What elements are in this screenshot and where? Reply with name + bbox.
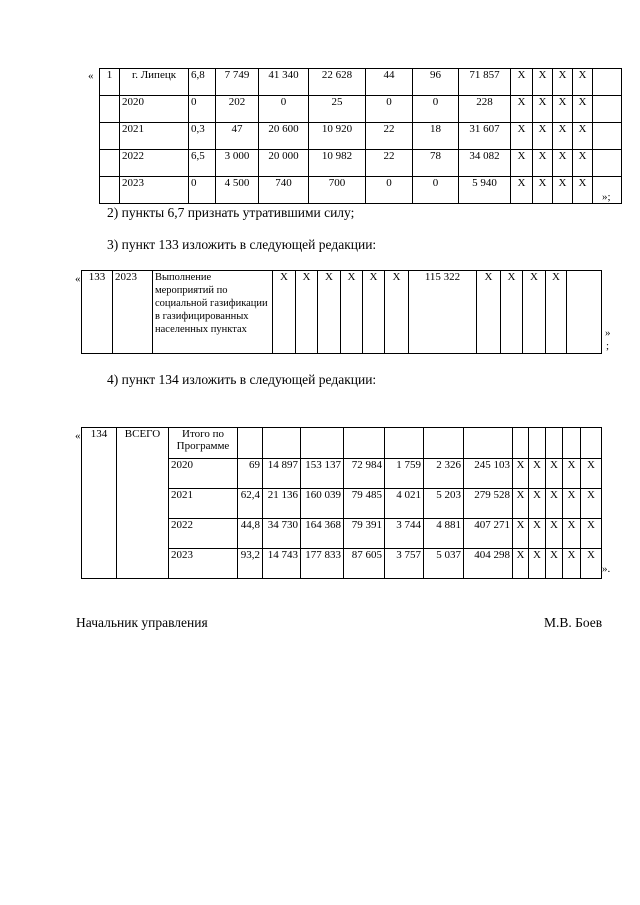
cell — [546, 428, 563, 459]
cell: Х — [533, 177, 553, 204]
cell: 1 — [100, 69, 120, 96]
cell: 20 600 — [259, 123, 309, 150]
signatory-name: М.В. Боев — [544, 615, 603, 630]
cell: Х — [511, 150, 533, 177]
table-item-134 — [81, 427, 602, 579]
cell: 21 136 — [263, 489, 301, 519]
cell: Х — [529, 519, 546, 549]
cell: 2021 — [169, 489, 238, 519]
table-item-133 — [81, 270, 602, 354]
cell: Х — [363, 271, 385, 354]
cell: Х — [273, 271, 296, 354]
cell: Х — [513, 489, 529, 519]
cell: 79 485 — [344, 489, 385, 519]
cell: 2022 — [120, 150, 189, 177]
cell: 404 298 — [464, 549, 513, 579]
signatory-position: Начальник управления — [76, 615, 208, 630]
cell — [593, 96, 622, 123]
cell: Х — [573, 150, 593, 177]
cell: Х — [296, 271, 318, 354]
cell: 0 — [189, 177, 216, 204]
cell — [100, 177, 120, 204]
cell — [263, 428, 301, 459]
semicolon: ; — [606, 340, 610, 352]
cell: 2022 — [169, 519, 238, 549]
cell: 34 082 — [459, 150, 511, 177]
cell: 3 744 — [385, 519, 424, 549]
cell-item-number: 134 — [82, 428, 117, 579]
cell: 115 322 — [409, 271, 477, 354]
cell: Х — [553, 150, 573, 177]
cell: 47 — [216, 123, 259, 150]
cell: Х — [341, 271, 363, 354]
cell: 41 340 — [259, 69, 309, 96]
cell: 0 — [413, 96, 459, 123]
cell: Х — [533, 96, 553, 123]
cell: 71 857 — [459, 69, 511, 96]
cell — [529, 428, 546, 459]
cell: 4 021 — [385, 489, 424, 519]
close-quote: »; — [602, 191, 611, 203]
cell: 2020 — [169, 459, 238, 489]
cell: 96 — [413, 69, 459, 96]
cell: 0 — [189, 96, 216, 123]
cell: Х — [513, 549, 529, 579]
cell-header-total: Итого по Программе — [169, 428, 238, 459]
open-quote: « — [88, 70, 94, 82]
cell — [100, 123, 120, 150]
cell: 0 — [366, 96, 413, 123]
cell: Х — [563, 549, 581, 579]
cell: Х — [546, 519, 563, 549]
cell: Х — [511, 69, 533, 96]
cell: 228 — [459, 96, 511, 123]
cell: 22 — [366, 123, 413, 150]
cell: 5 940 — [459, 177, 511, 204]
cell: Х — [477, 271, 501, 354]
cell: Х — [563, 489, 581, 519]
table-row — [100, 123, 622, 150]
cell: Х — [546, 489, 563, 519]
cell: Х — [523, 271, 546, 354]
table-row — [100, 177, 622, 204]
table-row — [100, 150, 622, 177]
cell: 2023 — [120, 177, 189, 204]
cell: Х — [581, 549, 602, 579]
cell: Х — [513, 459, 529, 489]
cell: Х — [529, 549, 546, 579]
cell: Х — [553, 177, 573, 204]
cell: 740 — [259, 177, 309, 204]
cell — [593, 150, 622, 177]
table-row — [82, 428, 602, 459]
cell: 6,5 — [189, 150, 216, 177]
cell: 160 039 — [301, 489, 344, 519]
cell: 279 528 — [464, 489, 513, 519]
cell: 22 — [366, 150, 413, 177]
cell — [385, 428, 424, 459]
cell: 25 — [309, 96, 366, 123]
cell: 2023 — [169, 549, 238, 579]
cell: Х — [546, 549, 563, 579]
cell: Выполнение мероприятий по социальной газификации в газифицированных населенных пунктах — [153, 271, 273, 354]
cell: Х — [529, 489, 546, 519]
cell: 407 271 — [464, 519, 513, 549]
cell: Х — [511, 96, 533, 123]
cell: 22 628 — [309, 69, 366, 96]
cell: Х — [529, 459, 546, 489]
cell: 177 833 — [301, 549, 344, 579]
cell — [301, 428, 344, 459]
cell: Х — [573, 69, 593, 96]
cell: 5 037 — [424, 549, 464, 579]
cell: 62,4 — [238, 489, 263, 519]
cell: 18 — [413, 123, 459, 150]
paragraph-item-4: 4) пункт 134 изложить в следующей редакции: — [107, 372, 377, 387]
cell: 2021 — [120, 123, 189, 150]
cell: 0 — [366, 177, 413, 204]
cell: 5 203 — [424, 489, 464, 519]
cell: Х — [385, 271, 409, 354]
cell: 2023 — [113, 271, 153, 354]
cell: Х — [581, 489, 602, 519]
cell: 72 984 — [344, 459, 385, 489]
cell: Х — [563, 459, 581, 489]
cell: 6,8 — [189, 69, 216, 96]
cell: 700 — [309, 177, 366, 204]
cell: 2 326 — [424, 459, 464, 489]
cell: 0 — [259, 96, 309, 123]
cell: г. Липецк — [120, 69, 189, 96]
cell: 3 757 — [385, 549, 424, 579]
table-row — [100, 69, 622, 96]
cell: 14 743 — [263, 549, 301, 579]
table-row — [82, 271, 602, 354]
cell: Х — [573, 123, 593, 150]
cell: Х — [501, 271, 523, 354]
cell: Х — [513, 519, 529, 549]
close-quote: ». — [602, 563, 611, 575]
cell-total-label: ВСЕГО — [117, 428, 169, 579]
cell: Х — [573, 96, 593, 123]
cell: 164 368 — [301, 519, 344, 549]
cell: 3 000 — [216, 150, 259, 177]
open-quote: « — [75, 430, 81, 442]
cell — [100, 96, 120, 123]
cell: 87 605 — [344, 549, 385, 579]
cell: Х — [553, 123, 573, 150]
cell — [464, 428, 513, 459]
open-quote: « — [75, 273, 81, 285]
close-quote: » — [605, 327, 611, 339]
cell: 4 500 — [216, 177, 259, 204]
cell: 133 — [82, 271, 113, 354]
cell: 31 607 — [459, 123, 511, 150]
cell — [567, 271, 602, 354]
table-row — [100, 96, 622, 123]
cell: Х — [546, 271, 567, 354]
cell: 4 881 — [424, 519, 464, 549]
cell: 7 749 — [216, 69, 259, 96]
cell: 0,3 — [189, 123, 216, 150]
cell: Х — [511, 123, 533, 150]
cell: 69 — [238, 459, 263, 489]
paragraph-item-2: 2) пункты 6,7 признать утратившими силу; — [107, 205, 355, 220]
cell: 2020 — [120, 96, 189, 123]
cell — [344, 428, 385, 459]
cell: 44,8 — [238, 519, 263, 549]
cell: Х — [563, 519, 581, 549]
cell: 10 982 — [309, 150, 366, 177]
cell: 10 920 — [309, 123, 366, 150]
cell — [100, 150, 120, 177]
cell: Х — [533, 123, 553, 150]
cell: Х — [533, 69, 553, 96]
cell: 245 103 — [464, 459, 513, 489]
cell: 93,2 — [238, 549, 263, 579]
cell: Х — [553, 96, 573, 123]
cell: Х — [553, 69, 573, 96]
table-gorod-lipetsk — [99, 68, 622, 204]
cell: 1 759 — [385, 459, 424, 489]
cell — [424, 428, 464, 459]
cell: 14 897 — [263, 459, 301, 489]
cell: 44 — [366, 69, 413, 96]
cell: Х — [573, 177, 593, 204]
cell: 79 391 — [344, 519, 385, 549]
cell — [593, 69, 622, 96]
cell: 153 137 — [301, 459, 344, 489]
cell: Х — [581, 459, 602, 489]
cell — [238, 428, 263, 459]
cell: 34 730 — [263, 519, 301, 549]
cell: Х — [546, 459, 563, 489]
cell: 0 — [413, 177, 459, 204]
cell: Х — [533, 150, 553, 177]
paragraph-item-3: 3) пункт 133 изложить в следующей редакции: — [107, 237, 377, 252]
cell — [563, 428, 581, 459]
cell — [513, 428, 529, 459]
cell — [581, 428, 602, 459]
cell: Х — [318, 271, 341, 354]
cell — [593, 123, 622, 150]
cell: Х — [511, 177, 533, 204]
cell: 78 — [413, 150, 459, 177]
cell: 202 — [216, 96, 259, 123]
cell: 20 000 — [259, 150, 309, 177]
cell: Х — [581, 519, 602, 549]
